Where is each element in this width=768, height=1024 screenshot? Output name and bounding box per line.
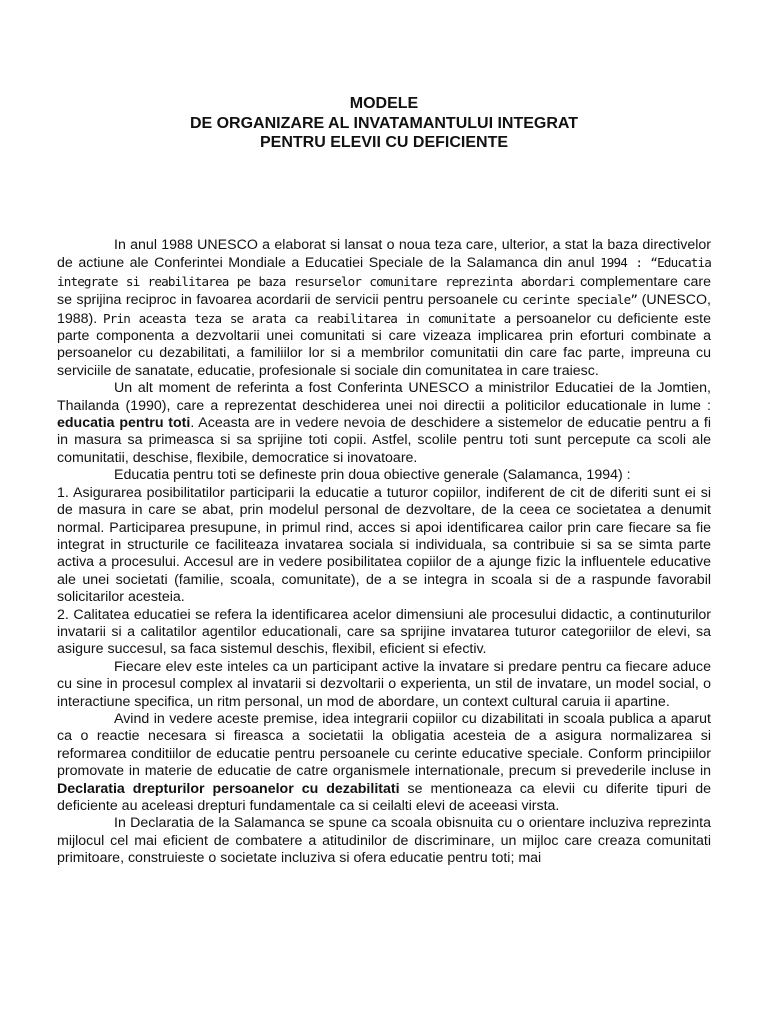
paragraph-3: Educatia pentru toti se defineste prin doua obiective generale (Salamanca, 1994) : [114,467,631,484]
paragraph-7-bold: Declaratia drepturilor persoanelor cu dezabilitati [57,780,400,797]
document-body [57,237,711,868]
document-title [57,94,711,153]
paragraph-1 [57,237,711,380]
paragraph-2-text-b: . Aceasta are in vedere nevoia de deschidere a sistemelor de educatie pentru a fi in masura sa primeasca si sa sprijine toti copii. Astfel, scolile pentru toti sunt percepute ca scoli ale comunitatii, deschise, flexibile, democratice si inovatoare. [57,415,711,466]
title-line-2: DE ORGANIZARE AL INVATAMANTULUI INTEGRAT [189,114,579,132]
title-line-3: PENTRU ELEVII CU DEFICIENTE [259,134,509,151]
paragraph-1-citation: (UNESCO, 1988). [57,292,711,327]
paragraph-1-text-e: Prin aceasta teza se arata ca reabilitarea in comunitate a [103,310,511,326]
title-line-1: MODELE [349,95,419,112]
paragraph-1-text-c: cerinte speciale” [522,292,638,308]
paragraph-1-text-a: In anul 1988 UNESCO a elaborat si lansat o noua teza care, ulterior, a stat la baza directivelor de actiune ale Conferintei Mondiale a Educatiei Speciale de la Salamanca din anul [57,237,711,272]
paragraph-7-text-a: Avind in vedere aceste premise, idea integrarii copiilor cu dizabilitati in scoala publica a aparut ca o reactie necesara si fireasca a societatii la obligatia acesteia de a asigura normalizarea si reformarea conditiilor de educatie pentru persoanele cu cerinte educative speciale. Conform principiilor promovate in materie de educatie de catre organismele internationale, precum si prevederile incluse in [57,710,711,780]
paragraph-2-bold: educatia pentru toti [57,415,191,432]
paragraph-2-text-a: Un alt moment de referinta a fost Conferinta UNESCO a ministrilor Educatiei de la Jomtien, Thailanda (1990), care a reprezentat deschiderea unei noi directii a politicilor educationale in lume : [57,380,711,414]
paragraph-8: In Declaratia de la Salamanca se spune ca scoala obisnuita cu o orientare incluziva reprezinta mijlocul cel mai eficient de combatere a atitudinilor de discriminare, un mijloc care creaza comunitati primitoare, construieste o societate incluziva si ofera educatie pentru toti; mai [57,815,711,867]
paragraph-7-text-b: se mentioneaza ca elevii cu diferite tipuri de deficiente au aceleasi drepturi fundamentale ca si ceilalti elevi de aceeasi virsta. [57,780,711,814]
paragraph-6: Fiecare elev este inteles ca un participant active la invatare si predare pentru ca fiecare aduce cu sine in procesul complex al invatarii si dezvoltarii o experienta, un stil de invatare, un model social, o interactiune specifica, un ritm personal, un mod de abordare, un context cultural caruia ii apartine. [57,658,711,710]
paragraph-1-text-b: complementare care se sprijina reciproc in favoarea acordarii de servicii pentru persoanele cu [57,273,711,309]
paragraph-2 [57,380,711,467]
paragraph-1-text-f: persoanelor cu deficiente este parte componenta a dezvoltarii unei comunitati si care vizeaza implicarea prin eforturi combinate a persoanelor cu dezabilitati, a familiilor lor si a membrilor comunitatii din care fac parte, impreuna cu serviciile de sanatate, educatie, profesionale si sociale din comunitatea in care traiesc. [57,310,712,379]
paragraph-1-quote: 1994 : “Educatia integrate si reabilitarea pe baza resurselor comunitare reprezinta abordari [57,255,711,289]
paragraph-7 [57,711,711,815]
paragraph-4-list-item-1: 1. Asigurarea posibilitatilor participarii la educatie a tuturor copiilor, indiferent de cit de diferiti sunt ei si de masura in care se abat, prin modelul personal de dezvoltare, de la ceea ce societatea a denumit normal. Participarea presupune, in primul rind, acces si apoi identificarea cailor prin care fiecare sa fie integrat in structurile ce faciliteaza invatarea sociala si individuala, sa contribuie si sa se simta parte activa a procesului. Accesul are in vedere posibilitatea copiilor de a ajunge fizic la influentele educative ale unei societati (familie, scoala, comunitate), de a se integra in scoala si de a raspunde favorabil solicitarilor acesteia. [57,484,711,606]
paragraph-5-list-item-2: 2. Calitatea educatiei se refera la identificarea acelor dimensiuni ale procesului didactic, a continuturilor invatarii si a calitatilor agentilor educationali, care sa sprijine invatarea tuturor categoriilor de elevi, sa asigure succesul, sa faca sistemul deschis, flexibil, eficient si efectiv. [57,606,711,658]
